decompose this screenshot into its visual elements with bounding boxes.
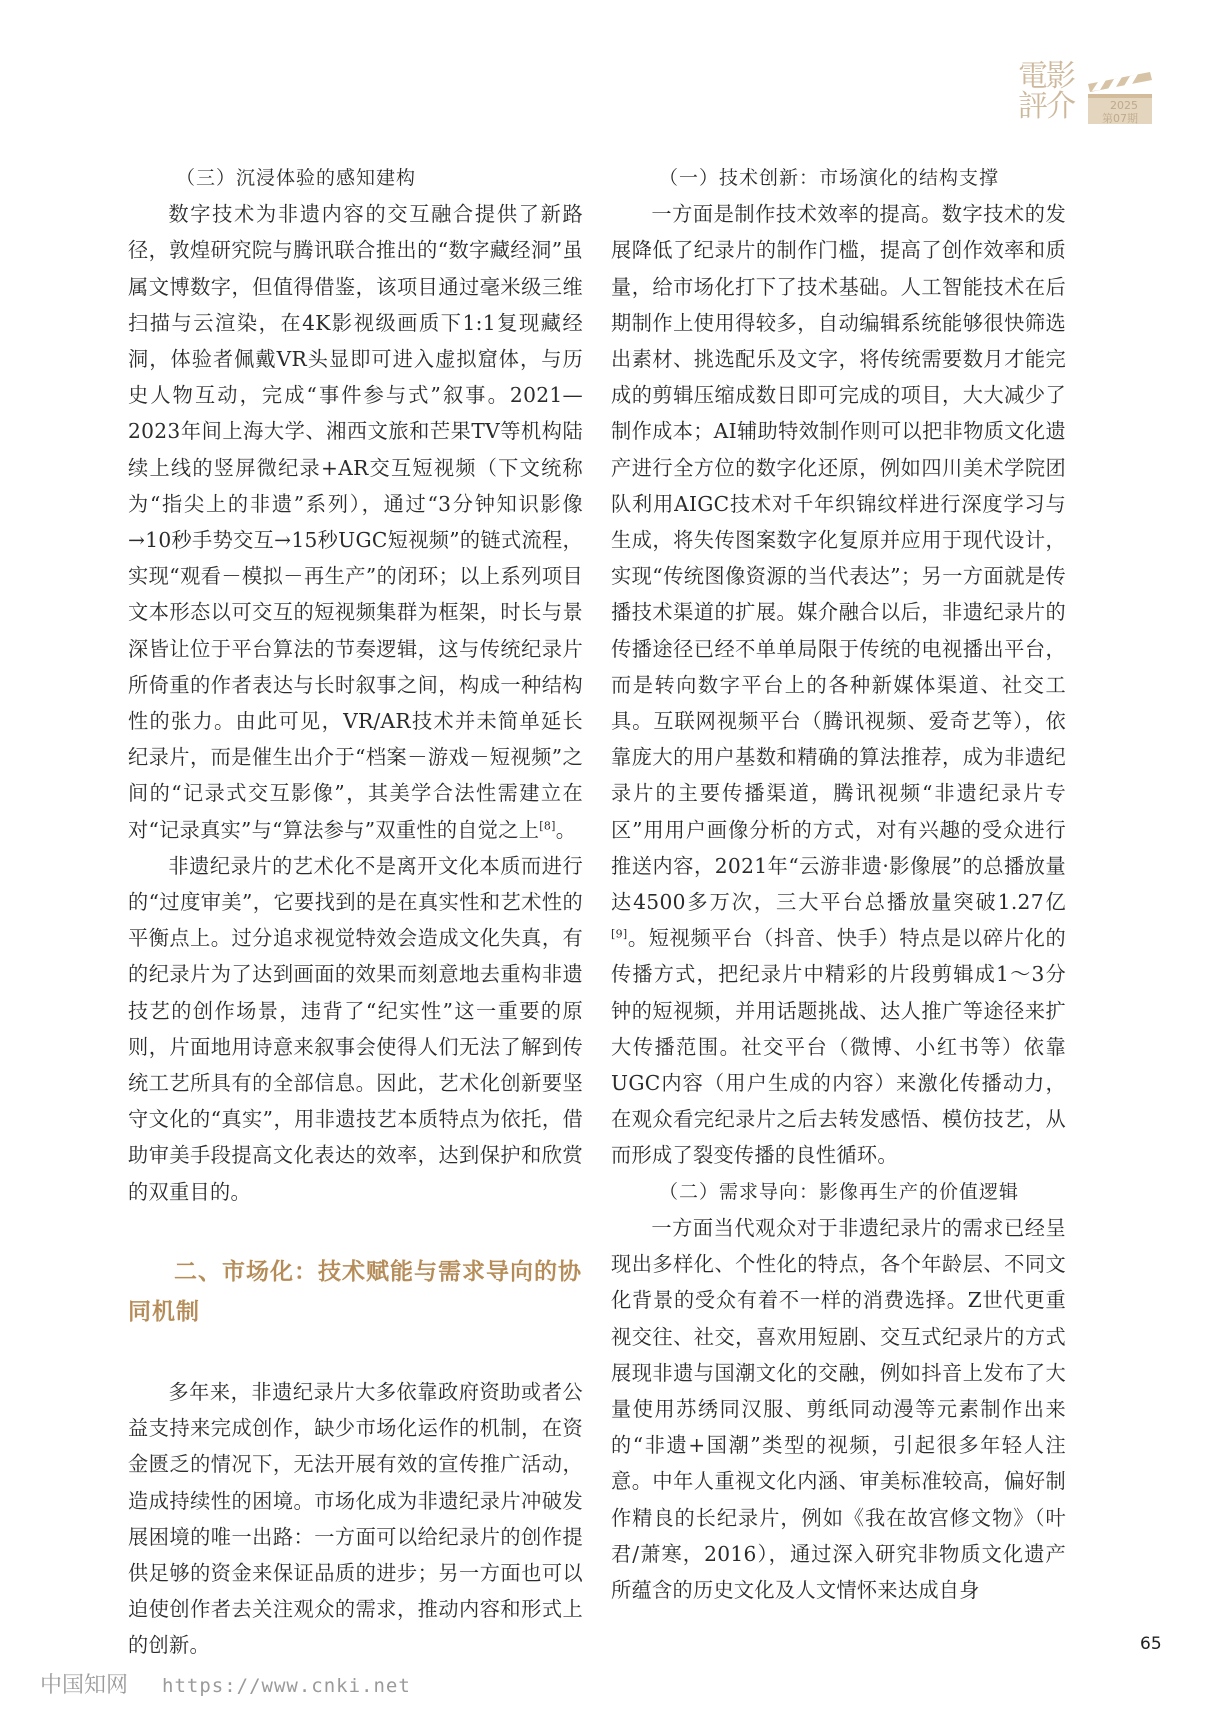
subheading-immersive-experience: （三）沉浸体验的感知建构	[176, 167, 417, 189]
cnki-watermark	[40, 1668, 411, 1699]
body-paragraph: 一方面当代观众对于非遗纪录片的需求已经呈现出多样化、个性化的特点，各个年龄层、不同文化背景的受众有着不一样的消费选择。Z世代更重视交往、社交，喜欢用短剧、交互式纪录片的方式展现非遗与国潮文化的交融，例如抖音上发布了大量使用苏绣同汉服、剪纸同动漫等元素制作出来的“非遗+国潮”类型的视频，引起很多年轻人注意。中年人重视文化内涵、审美标准较高，偏好制作精良的长纪录片，例如《我在故宫修文物》（叶君/萧寒，2016），通过深入研究非物质文化遗产所蕴含的历史文化及人文情怀来达成自身	[611, 1215, 1066, 1602]
watermark-url[interactable]: https://www.cnki.net	[162, 1675, 411, 1697]
subheading-demand-orientation: （二）需求导向：影像再生产的价值逻辑	[659, 1180, 1020, 1203]
left-column	[128, 160, 583, 1664]
subheading-tech-innovation: （一）技术创新：市场演化的结构支撑	[659, 167, 1000, 189]
body-paragraph: 多年来，非遗纪录片大多依靠政府资助或者公益支持来完成创作，缺少市场化运作的机制，在资金匮乏的情况下，无法开展有效的宣传推广活动，造成持续性的困境。市场化成为非遗纪录片冲破发展困境的唯一出路：一方面可以给纪录片的创作提供足够的资金来保证品质的进步；另一方面也可以迫使创作者去关注观众的需求，推动内容和形式上的创新。	[128, 1379, 583, 1658]
paragraph-tail: 。	[555, 817, 577, 842]
logo-text: 電影評介	[1018, 59, 1074, 124]
body-paragraph: 非遗纪录片的艺术化不是离开文化本质而进行的“过度审美”，它要找到的是在真实性和艺术性的平衡点上。过分追求视觉特效会造成文化失真，有的纪录片为了达到画面的效果而刻意地去重构非遗技艺的创作场景，违背了“纪实性”这一重要的原则，片面地用诗意来叙事会使得人们无法了解到传统工艺所具有的全部信息。因此，艺术化创新要坚守文化的“真实”，用非遗技艺本质特点为依托，借助审美手段提高文化表达的效率，达到保护和欣赏的双重目的。	[128, 853, 583, 1204]
watermark-text: 中国知网	[40, 1673, 129, 1698]
paragraph-text: 。短视频平台（抖音、快手）特点是以碎片化的传播方式，把纪录片中精彩的片段剪辑成1～3分钟的短视频，并用话题挑战、达人推广等途径来扩大传播范围。社交平台（微博、小红书等）依靠UGC内容（用户生成的内容）来激化传播动力，在观众看完纪录片之后去转发感悟、模仿技艺，从而形成了裂变传播的良性循环。	[611, 926, 1066, 1168]
body-paragraph	[611, 196, 1066, 1173]
body-paragraph	[128, 196, 583, 848]
paragraph-text: 数字技术为非遗内容的交互融合提供了新路径，敦煌研究院与腾讯联合推出的“数字藏经洞”虽属文博数字，但值得借鉴，该项目通过毫米级三维扫描与云渲染，在4K影视级画质下1:1复现藏经洞，体验者佩戴VR头显即可进入虚拟窟体，与历史人物互动，完成“事件参与式”叙事。2021—2023年间上海大学、湘西文旅和芒果TV等机构陆续上线的竖屏微纪录+AR交互短视频（下文统称为“指尖上的非遗”系列），通过“3分钟知识影像→10秒手势交互→15秒UGC短视频”的链式流程，实现“观看－模拟－再生产”的闭环；以上系列项目文本形态以可交互的短视频集群为框架，时长与景深皆让位于平台算法的节奏逻辑，这与传统纪录片所倚重的作者表达与长时叙事之间，构成一种结构性的张力。由此可见，VR/AR技术并未简单延长纪录片，而是催生出介于“档案－游戏－短视频”之间的“记录式交互影像”，其美学合法性需建立在对“记录真实”与“算法参与”双重性的自觉之上	[128, 202, 583, 842]
section-title-marketization: 二、市场化：技术赋能与需求导向的协同机制	[128, 1258, 582, 1325]
citation-ref[interactable]: [9]	[611, 927, 628, 941]
issue-number: 第07期	[1102, 112, 1138, 125]
logo-calligraphy	[1018, 59, 1088, 128]
right-column	[611, 160, 1066, 1608]
page-number: 65	[1140, 1634, 1162, 1654]
issue-year: 2025	[1110, 99, 1138, 112]
journal-logo	[1018, 59, 1158, 128]
paragraph-text: 一方面是制作技术效率的提高。数字技术的发展降低了纪录片的制作门槛，提高了创作效率和质量，给市场化打下了技术基础。人工智能技术在后期制作上使用得较多，自动编辑系统能够很快筛选出素材、挑选配乐及文字，将传统需要数月才能完成的剪辑压缩成数日即可完成的项目，大大减少了制作成本；AI辅助特效制作则可以把非物质文化遗产进行全方位的数字化还原，例如四川美术学院团队利用AIGC技术对千年织锦纹样进行深度学习与生成，将失传图案数字化复原并应用于现代设计，实现“传统图像资源的当代表达”；另一方面就是传播技术渠道的扩展。媒介融合以后，非遗纪录片的传播途径已经不单单局限于传统的电视播出平台，而是转向数字平台上的各种新媒体渠道、社交工具。互联网视频平台（腾讯视频、爱奇艺等），依靠庞大的用户基数和精确的算法推荐，成为非遗纪录片的主要传播渠道，腾讯视频“非遗纪录片专区”用用户画像分析的方式，对有兴趣的受众进行推送内容，2021年“云游非遗·影像展”的总播放量达4500多万次，三大平台总播放量突破1.27亿	[611, 202, 1066, 915]
citation-ref[interactable]: [8]	[539, 818, 556, 832]
